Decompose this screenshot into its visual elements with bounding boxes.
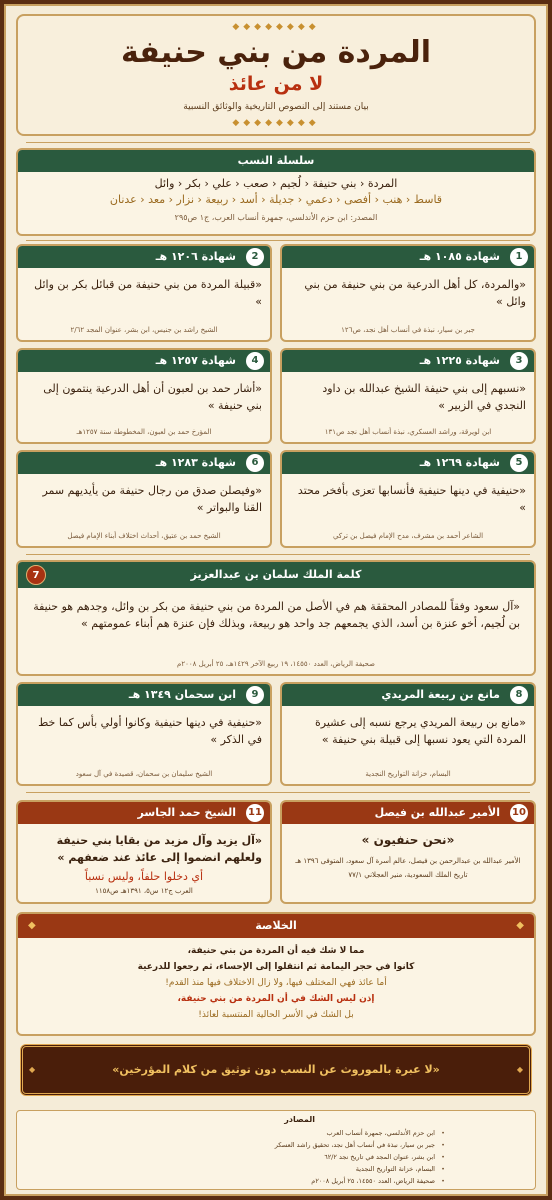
divider	[26, 792, 530, 793]
conclusion-line: بل الشك في الأسر الحالية المنتسبة لعائذ!	[198, 1010, 354, 1020]
testimony-quote: «قبيلة المردة من بني حنيفة من قبائل بكر بن وائل »	[34, 278, 262, 308]
lineage-source: المصدر: ابن حزم الأندلسي، جمهرة أنساب العرب، ج١ ص٢٩٥	[174, 213, 378, 222]
reference-item: • صحيفة الرياض، العدد ١٤٥٥٠، ٢٥ أبريل ٢٠٠٨م	[27, 1175, 525, 1187]
testimony-card	[280, 682, 536, 786]
testimony-source: الشيخ سليمان بن سحمان، قصيدة في آل سعود	[75, 770, 213, 778]
conclusion-line: كانوا في حجر اليمامة ثم انتقلوا إلى الإحساء، ثم رجعوا للدرعية	[137, 962, 415, 972]
testimony-title: شهادة ١٢٦٩ هـ	[419, 456, 500, 469]
testimony-quote: «وفيصلن صدق من رجال حنيفة من يأيديهم سمر القنا والبواتر »	[42, 484, 262, 514]
testimony-source: ابن لويرقة، وراشد العسكري، نبذة أنساب أهل نجد ص١٣١	[324, 428, 492, 436]
testimony-card	[280, 450, 536, 548]
testimony-quote: «والمردة، كل أهل الدرعية من بني حنيفة من بني وائل »	[304, 278, 526, 308]
conclusion-title: الخلاصة	[255, 919, 297, 932]
testimony-source: الأمير عبدالله بن عبدالرحمن بن فيصل، عالم أسرة آل سعود، المتوفى ١٣٩٦ هـ	[295, 857, 521, 865]
testimony-card	[16, 682, 272, 786]
testimony-card	[16, 244, 272, 342]
testimony-quote: «أشار حمد بن لعبون أن أهل الدرعية ينتمون إلى بني حنيفة »	[43, 382, 262, 412]
decorative-dots: ◆◆◆◆◆◆◆◆	[232, 118, 320, 128]
testimony-source: الشيخ حمد بن عتيق، أحداث اختلاف أبناء الإمام فيصل	[67, 532, 221, 540]
testimony-title: مانع بن ربيعة المريدي	[381, 688, 500, 701]
testimony-card	[280, 800, 536, 904]
page-subtitle: لا من عائذ	[228, 73, 324, 95]
divider	[26, 142, 530, 143]
testimony-source: العرب ج١٢ س٥، ١٣٩١هـ ص١١٥٨	[95, 887, 193, 895]
testimony-quote: «نسبهم إلى بني حنيفة الشيخ عبدالله بن داود النجدي في الزبير »	[322, 382, 526, 412]
testimony-source: البسام، خزانة التواريخ النجدية	[365, 770, 451, 778]
page-title: المردة من بني حنيفة	[120, 35, 432, 70]
king-quote-title: كلمة الملك سلمان بن عبدالعزيز	[190, 568, 362, 581]
divider	[26, 554, 530, 555]
king-quote-source: صحيفة الرياض، العدد ١٤٥٥٠، ١٩ ربيع الآخر ١٤٢٩هـ، ٢٥ أبريل ٢٠٠٨م	[176, 660, 375, 668]
references-title: المصادر	[284, 1115, 315, 1124]
motto-text: «لا عبرة بالموروث عن النسب دون توثيق من كلام المؤرخين»	[112, 1063, 440, 1076]
testimony-source: جبر بن سيار، نبذة في أنساب أهل نجد، ص١٢٦	[341, 326, 475, 334]
number-badge: 5	[510, 454, 528, 472]
diamond-icon: ◆	[516, 920, 524, 931]
page-description: بيان مستند إلى النصوص التاريخية والوثائق النسبية	[183, 102, 369, 112]
lineage-panel	[16, 148, 536, 236]
testimony-title: شهادة ١٢٨٣ هـ	[155, 456, 236, 469]
reference-item: • ابن بشر، عنوان المجد في تاريخ نجد ٦٢/٢	[27, 1151, 525, 1163]
conclusion-line: إذن ليس الشك في أن المردة من بني حنيفة،	[177, 994, 375, 1004]
conclusion-panel	[16, 912, 536, 1036]
lineage-title: سلسلة النسب	[18, 150, 534, 172]
reference-item: • جبر بن سيار، نبذة في أنساب أهل نجد، تحقيق راشد العسكر	[27, 1139, 525, 1151]
testimony-title: ابن سحمان ١٣٤٩ هـ	[128, 688, 236, 701]
testimony-source: الشاعر أحمد بن مشرف، مدح الإمام فيصل بن تركي	[332, 532, 484, 540]
testimony-quote: «حنيفية في دينها حنيفية وكانوا أولي بأس كما خط في الذكر »	[38, 716, 262, 746]
testimony-card	[16, 450, 272, 548]
number-badge: 6	[246, 454, 264, 472]
testimony-card	[280, 348, 536, 444]
testimony-title: الشيخ حمد الجاسر	[137, 806, 236, 819]
lineage-line-2: قاسط ‹ هنب ‹ أفصى ‹ دعمي ‹ جديلة ‹ أسد ‹ ربيعة ‹ نزار ‹ معد ‹ عدنان	[109, 193, 443, 206]
testimony-card	[16, 348, 272, 444]
testimony-title: شهادة ١٢٠٦ هـ	[155, 250, 236, 263]
reference-item: • البسام، خزانة التواريخ النجدية	[27, 1163, 525, 1175]
testimony-note: أي دخلوا حلفاً، وليس نسباً	[84, 870, 204, 883]
number-badge: 2	[246, 248, 264, 266]
number-badge: 7	[26, 565, 46, 585]
number-badge: 1	[510, 248, 528, 266]
number-badge: 10	[510, 804, 528, 822]
testimony-quote: «مانع بن ربيعة المريدي يرجع نسبه إلى عشيرة المردة التي يعود نسبها إلى قبيلة بني حنيفة »	[315, 716, 526, 746]
testimony-title: الأمير عبدالله بن فيصل	[374, 806, 500, 819]
king-quote-text: «آل سعود وفقاً للمصادر المحققة هم في الأصل من المردة من بني حنيفة من بكر بن وائل، وجدهم هو حنيفة بن لُجيم، أخو عنزة بن أسد، الذي يجمعهم جد واحد هو ربيعة، وبذلك فإن عنزة هم أبناء عمومتهم »	[33, 600, 520, 630]
motto-banner	[20, 1044, 532, 1096]
testimony-quote: «آل يزيد وآل مزيد من بقايا بني حنيفة ولعلهم انضموا إلى عائذ عند ضعفهم »	[56, 834, 262, 864]
conclusion-line: مما لا شك فيه أن المردة من بني حنيفة،	[187, 946, 365, 956]
divider	[26, 240, 530, 241]
testimony-card	[16, 800, 272, 904]
lineage-line-1: المردة ‹ بني حنيفة ‹ لُجيم ‹ صعب ‹ علي ‹ بكر ‹ وائل	[154, 177, 398, 190]
number-badge: 8	[510, 686, 528, 704]
testimony-source: المؤرخ حمد بن لعبون، المخطوطة سنة ١٢٥٧هـ	[76, 428, 212, 436]
testimony-card	[280, 244, 536, 342]
diamond-icon: ◆	[29, 1065, 36, 1074]
number-badge: 4	[246, 352, 264, 370]
decorative-dots: ◆◆◆◆◆◆◆◆	[232, 22, 320, 32]
number-badge: 3	[510, 352, 528, 370]
page	[4, 4, 548, 1196]
testimony-quote: «نحن حنفيون »	[361, 833, 455, 847]
testimony-source: تاريخ الملك السعودية، منير العجلاني ٧٧/١	[348, 871, 468, 879]
conclusion-line: أما عائذ فهي المختلف فيها، ولا زال الاختلاف فيها منذ القدم!	[165, 978, 387, 988]
references-list	[27, 1127, 525, 1187]
diamond-icon: ◆	[516, 1065, 523, 1074]
testimony-title: شهادة ١٢٥٧ هـ	[155, 354, 236, 367]
references-panel	[16, 1110, 536, 1190]
testimony-title: شهادة ١٠٨٥ هـ	[419, 250, 500, 263]
number-badge: 11	[246, 804, 264, 822]
number-badge: 9	[246, 686, 264, 704]
testimony-title: شهادة ١٢٢٥ هـ	[419, 354, 500, 367]
reference-item: • ابن حزم الأندلسي، جمهرة أنساب العرب	[27, 1127, 525, 1139]
diamond-icon: ◆	[28, 920, 36, 931]
king-quote-panel	[16, 560, 536, 676]
header-panel	[16, 14, 536, 136]
testimony-quote: «حنيفية في دينها حنيفية فأنسابها تعزى بأفخر محتد »	[297, 484, 526, 514]
testimony-source: الشيخ راشد بن جنيس، ابن بشر، عنوان المجد ٢/٦٢	[70, 326, 218, 334]
